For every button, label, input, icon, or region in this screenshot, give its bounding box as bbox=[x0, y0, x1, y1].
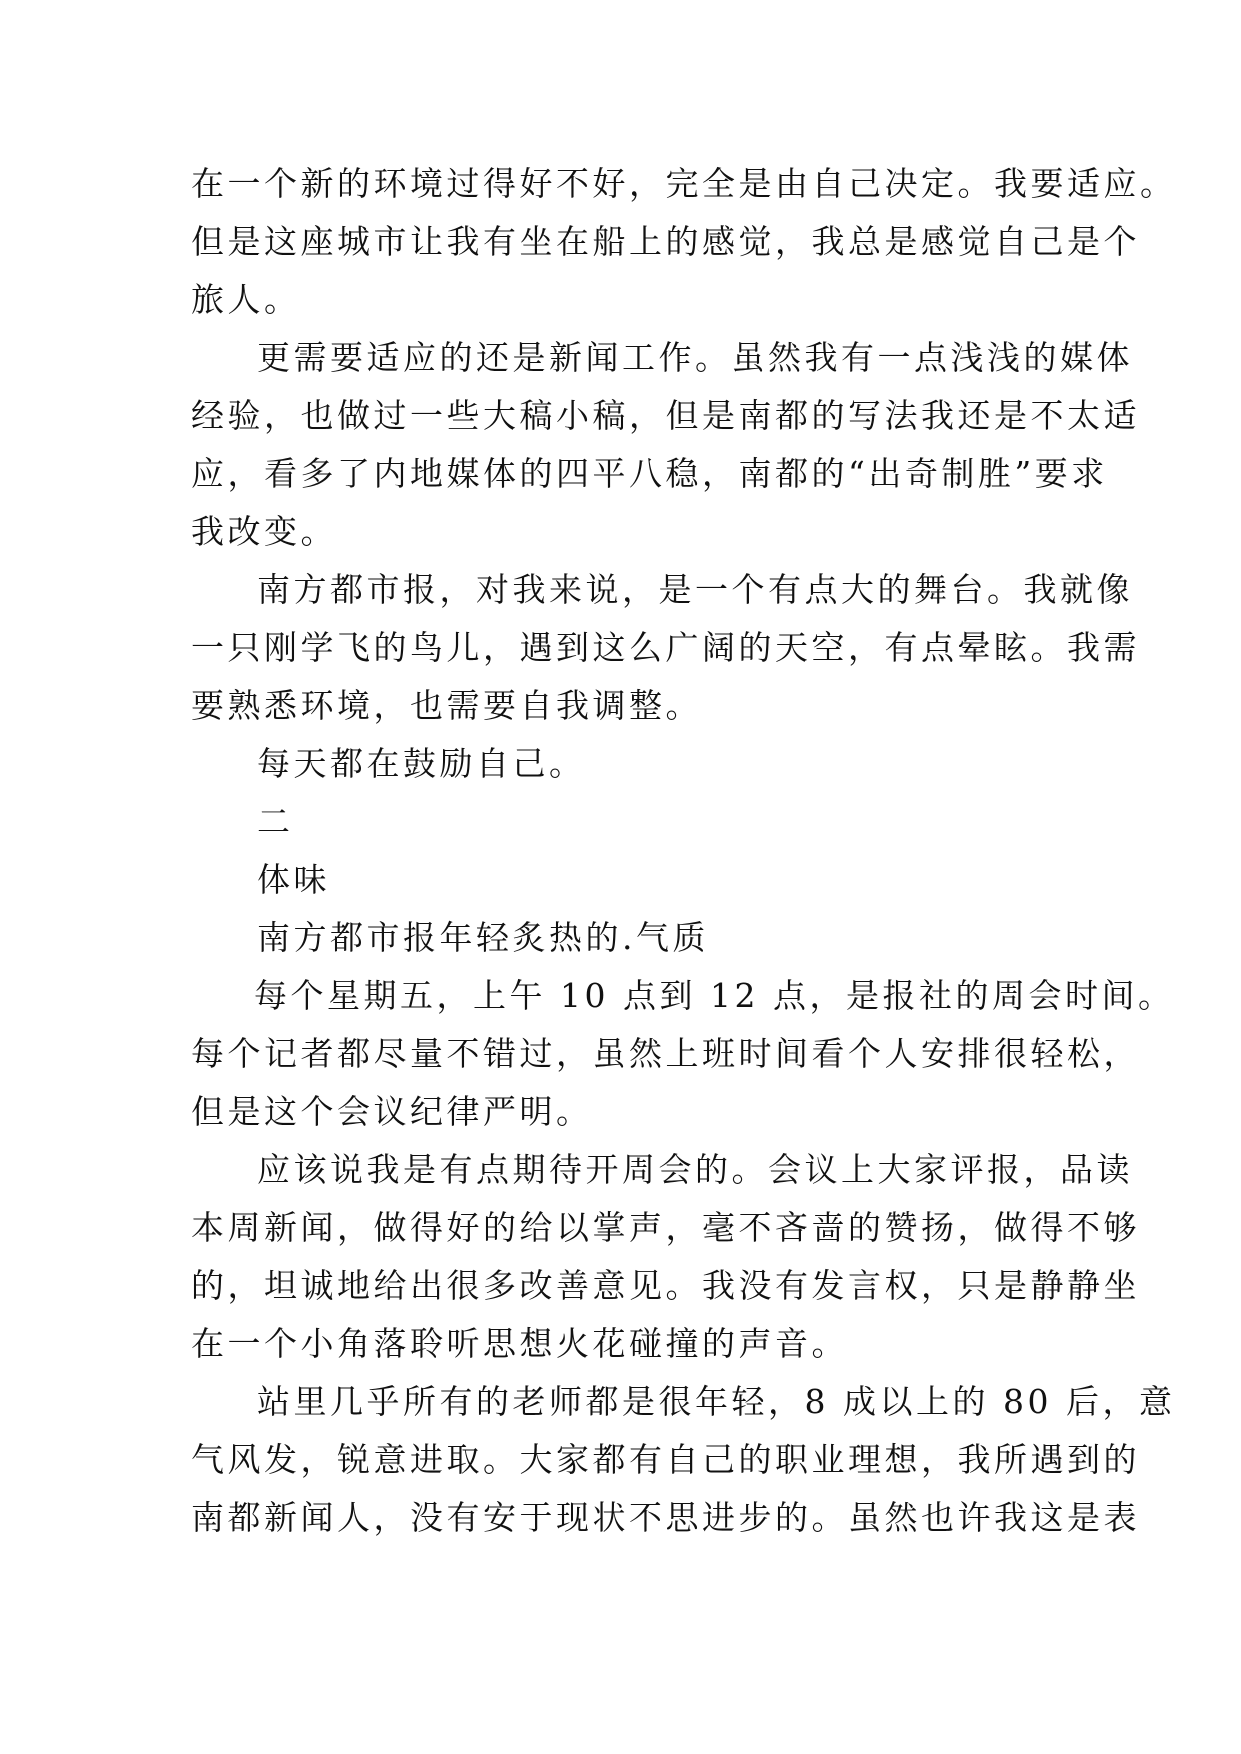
text-line: 旅人。 bbox=[191, 280, 301, 319]
text-line: 本周新闻，做得好的给以掌声，毫不吝啬的赞扬，做得不够 bbox=[191, 1208, 1140, 1247]
text-line: 在一个小角落聆听思想火花碰撞的声音。 bbox=[191, 1324, 848, 1363]
text-line: 气风发，锐意进取。大家都有自己的职业理想，我所遇到的 bbox=[191, 1440, 1140, 1479]
paragraph-start-line: 南方都市报，对我来说，是一个有点大的舞台。我就像 bbox=[257, 570, 1133, 609]
text-line: 我改变。 bbox=[191, 512, 337, 551]
text-line: 每个记者都尽量不错过，虽然上班时间看个人安排很轻松， bbox=[191, 1034, 1140, 1073]
text-line: 的，坦诚地给出很多改善意见。我没有发言权，只是静静坐 bbox=[191, 1266, 1140, 1305]
text-line: 但是这座城市让我有坐在船上的感觉，我总是感觉自己是个 bbox=[191, 222, 1140, 261]
text-line: 在一个新的环境过得好不好，完全是由自己决定。我要适应。 bbox=[191, 164, 1177, 203]
text-line: 南都新闻人，没有安于现状不思进步的。虽然也许我这是表 bbox=[191, 1498, 1140, 1537]
text-line: 经验，也做过一些大稿小稿，但是南都的写法我还是不太适 bbox=[191, 396, 1140, 435]
paragraph-start-line: 更需要适应的还是新闻工作。虽然我有一点浅浅的媒体 bbox=[257, 338, 1133, 377]
section-subtitle: 南方都市报年轻炙热的.气质 bbox=[257, 918, 709, 957]
section-title: 体味 bbox=[257, 860, 330, 899]
paragraph-start-line: 应该说我是有点期待开周会的。会议上大家评报，品读 bbox=[257, 1150, 1133, 1189]
text-line: 应，看多了内地媒体的四平八稳，南都的“出奇制胜”要求 bbox=[191, 454, 1108, 493]
paragraph-start-line: 站里几乎所有的老师都是很年轻，8 成以上的 80 后，意 bbox=[257, 1382, 1176, 1421]
text-line: 要熟悉环境，也需要自我调整。 bbox=[191, 686, 702, 725]
text-line: 一只刚学飞的鸟儿，遇到这么广阔的天空，有点晕眩。我需 bbox=[191, 628, 1140, 667]
text-line: 但是这个会议纪律严明。 bbox=[191, 1092, 593, 1131]
section-number: 二 bbox=[257, 802, 294, 841]
paragraph-start-line: 每天都在鼓励自己。 bbox=[257, 744, 586, 783]
paragraph-start-line: 每个星期五，上午 10 点到 12 点，是报社的周会时间。 bbox=[254, 976, 1175, 1015]
